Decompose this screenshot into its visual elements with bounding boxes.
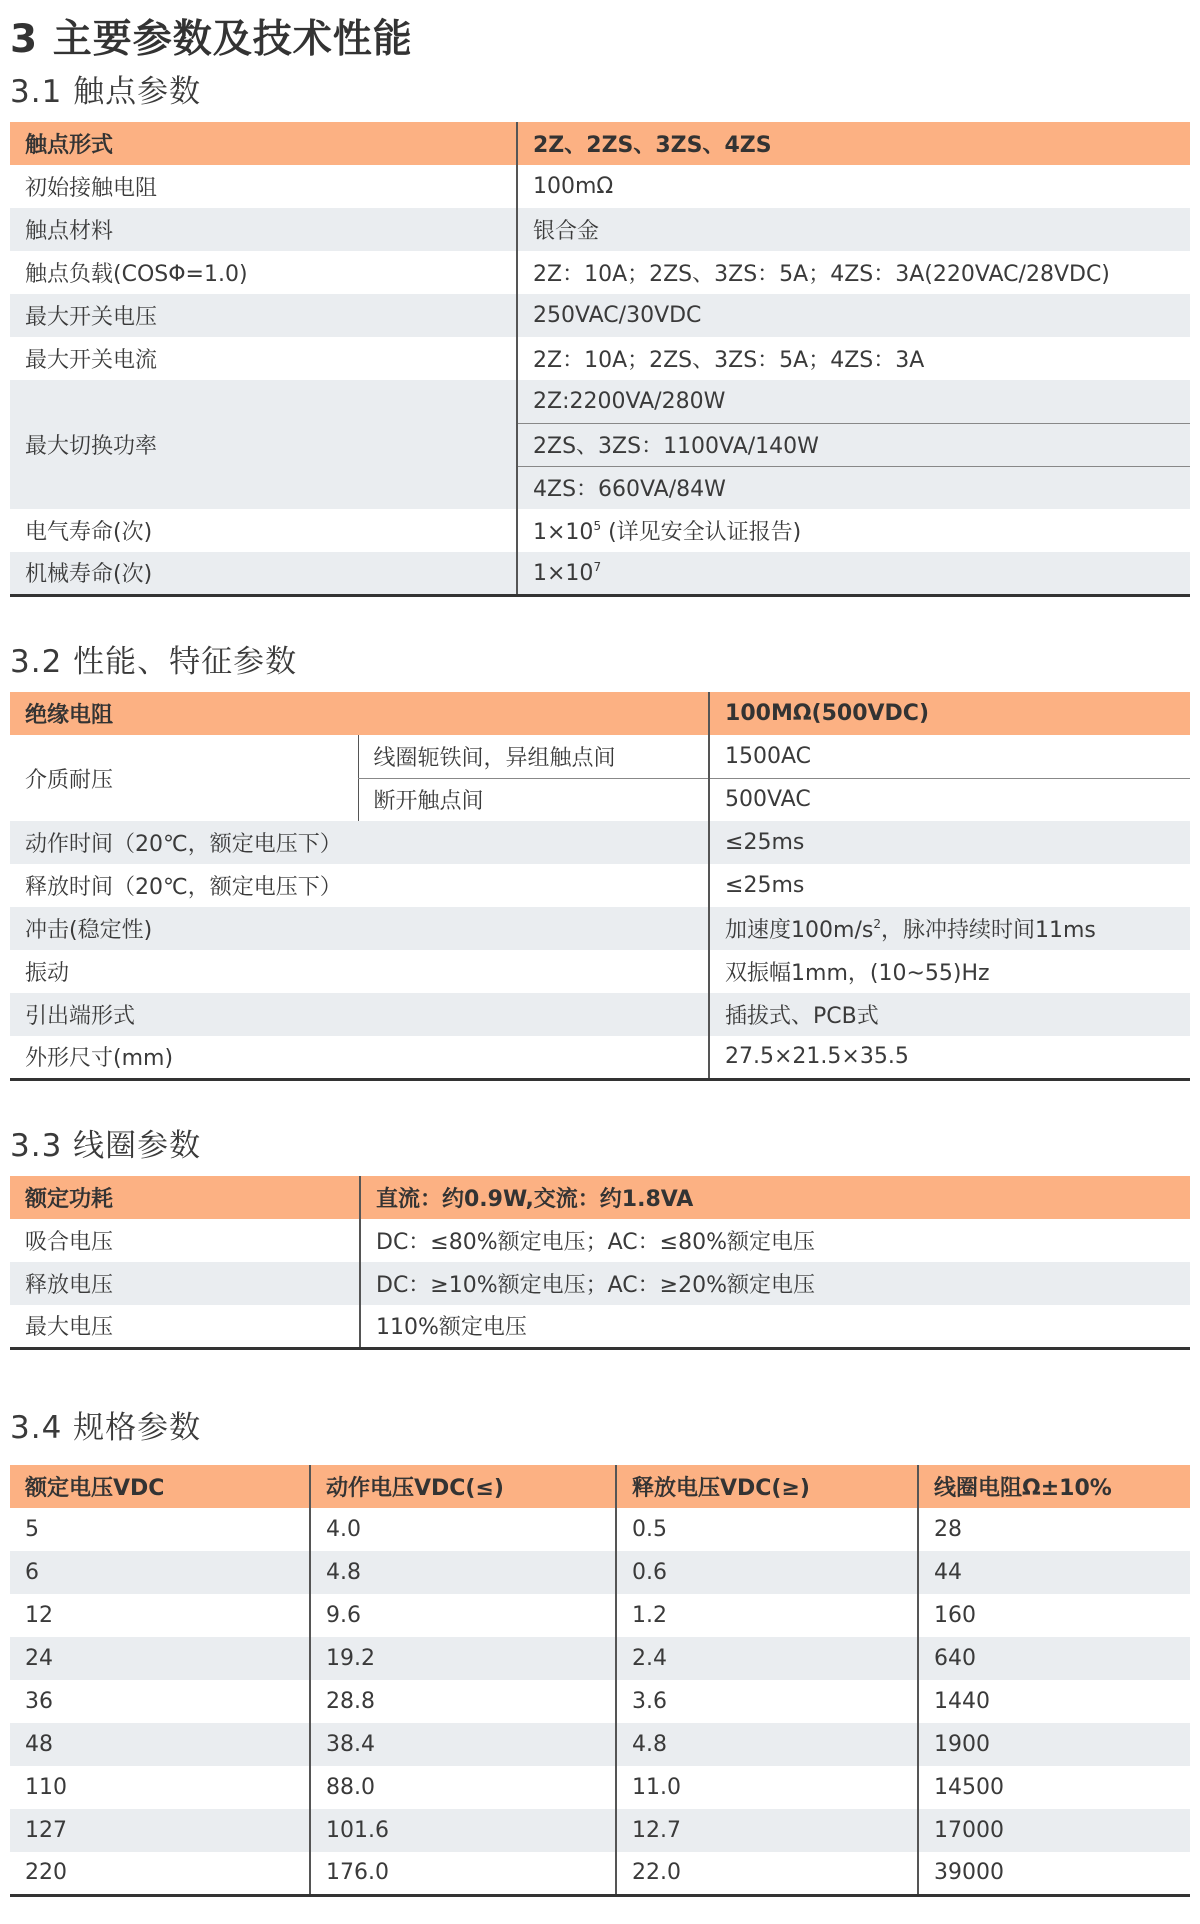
table-cell: 1440 (918, 1680, 1190, 1723)
table-cell: 127 (10, 1809, 310, 1852)
row-sublabel: 断开触点间 (358, 778, 709, 821)
row-value (517, 552, 1190, 595)
row-label: 最大电压 (10, 1305, 360, 1348)
table-cell: 1.2 (616, 1594, 918, 1637)
table-row (10, 208, 1190, 251)
table-cell: 28 (918, 1508, 1190, 1551)
table-row (10, 950, 1190, 993)
table-row (10, 735, 1190, 778)
row-value: 1500AC (709, 735, 1190, 778)
table-cell: 39000 (918, 1852, 1190, 1895)
header-cell: 绝缘电阻 (10, 692, 709, 735)
row-label: 最大切换功率 (10, 380, 517, 509)
shock-duration: ，脉冲持续时间11ms (880, 918, 1096, 943)
row-value: 2Z：10A；2ZS、3ZS：5A；4ZS：3A (517, 337, 1190, 380)
spec-params-table (10, 1465, 1190, 1897)
row-label: 初始接触电阻 (10, 165, 517, 208)
table-cell: 48 (10, 1723, 310, 1766)
table-row (10, 1305, 1190, 1348)
table-cell: 1900 (918, 1723, 1190, 1766)
table-cell: 11.0 (616, 1766, 918, 1809)
row-value: 插拔式、PCB式 (709, 993, 1190, 1036)
contact-params-table (10, 122, 1190, 597)
row-value: 4ZS：660VA/84W (517, 466, 1190, 509)
header-cell: 100MΩ(500VDC) (709, 692, 1190, 735)
table-row (10, 380, 1190, 423)
table-cell: 0.6 (616, 1551, 918, 1594)
table-cell: 44 (918, 1551, 1190, 1594)
life-exponent: 5 (593, 519, 602, 533)
table-cell: 38.4 (310, 1723, 616, 1766)
row-label: 吸合电压 (10, 1219, 360, 1262)
row-value (709, 907, 1190, 950)
table-cell: 110 (10, 1766, 310, 1809)
row-label: 冲击(稳定性) (10, 907, 709, 950)
table-cell: 28.8 (310, 1680, 616, 1723)
table-row (10, 1766, 1190, 1809)
shock-accel: 加速度100m/s (725, 918, 874, 943)
column-header: 额定电压VDC (10, 1465, 310, 1508)
row-label: 触点材料 (10, 208, 517, 251)
section-title-contact: 3.1 触点参数 (10, 74, 202, 110)
table-cell: 9.6 (310, 1594, 616, 1637)
row-label: 释放电压 (10, 1262, 360, 1305)
column-header: 线圈电阻Ω±10% (918, 1465, 1190, 1508)
table-cell: 0.5 (616, 1508, 918, 1551)
table-cell: 17000 (918, 1809, 1190, 1852)
table-row (10, 337, 1190, 380)
table-cell: 36 (10, 1680, 310, 1723)
table-row (10, 993, 1190, 1036)
table-row (10, 165, 1190, 208)
table-row (10, 251, 1190, 294)
section-title-spec: 3.4 规格参数 (10, 1410, 202, 1446)
table-cell: 4.8 (616, 1723, 918, 1766)
row-value: DC：≤80%额定电压；AC：≤80%额定电压 (360, 1219, 1190, 1262)
row-label: 外形尺寸(mm) (10, 1036, 709, 1079)
table-cell: 2.4 (616, 1637, 918, 1680)
row-label: 释放时间（20℃，额定电压下） (10, 864, 709, 907)
table-row (10, 552, 1190, 595)
table-row (10, 1551, 1190, 1594)
table-header-row (10, 122, 1190, 165)
table-cell: 101.6 (310, 1809, 616, 1852)
row-value: 银合金 (517, 208, 1190, 251)
table-row (10, 1036, 1190, 1079)
row-value: 100mΩ (517, 165, 1190, 208)
table-row (10, 1594, 1190, 1637)
section-title-performance: 3.2 性能、特征参数 (10, 644, 298, 680)
table-cell: 5 (10, 1508, 310, 1551)
table-cell: 160 (918, 1594, 1190, 1637)
header-cell: 触点形式 (10, 122, 517, 165)
header-cell: 额定功耗 (10, 1176, 360, 1219)
table-cell: 220 (10, 1852, 310, 1895)
row-value: 500VAC (709, 778, 1190, 821)
table-cell: 6 (10, 1551, 310, 1594)
table-cell: 22.0 (616, 1852, 918, 1895)
coil-params-table (10, 1176, 1190, 1350)
table-cell: 12.7 (616, 1809, 918, 1852)
row-value: 双振幅1mm，(10~55)Hz (709, 950, 1190, 993)
table-cell: 3.6 (616, 1680, 918, 1723)
table-cell: 640 (918, 1637, 1190, 1680)
main-title: 3 主要参数及技术性能 (10, 17, 413, 62)
table-cell: 4.0 (310, 1508, 616, 1551)
table-header-row (10, 692, 1190, 735)
spec-table-body (10, 1508, 1190, 1895)
table-cell: 14500 (918, 1766, 1190, 1809)
row-value: 2ZS、3ZS：1100VA/140W (517, 423, 1190, 466)
shock-exponent: 2 (873, 917, 881, 931)
table-cell: 24 (10, 1637, 310, 1680)
performance-params-table (10, 692, 1190, 1081)
table-cell: 176.0 (310, 1852, 616, 1895)
table-row (10, 1637, 1190, 1680)
table-row (10, 1809, 1190, 1852)
table-row (10, 294, 1190, 337)
row-label: 振动 (10, 950, 709, 993)
table-row (10, 821, 1190, 864)
section-title-coil: 3.3 线圈参数 (10, 1128, 202, 1164)
table-row (10, 1508, 1190, 1551)
row-sublabel: 线圈轭铁间，异组触点间 (358, 735, 709, 778)
row-label: 机械寿命(次) (10, 552, 517, 595)
row-value: DC：≥10%额定电压；AC：≥20%额定电压 (360, 1262, 1190, 1305)
header-cell: 直流：约0.9W,交流：约1.8VA (360, 1176, 1190, 1219)
row-label: 电气寿命(次) (10, 509, 517, 552)
row-value: 110%额定电压 (360, 1305, 1190, 1348)
table-header-row (10, 1176, 1190, 1219)
row-value (517, 509, 1190, 552)
row-label: 介质耐压 (10, 735, 358, 821)
table-row (10, 509, 1190, 552)
life-note: (详见安全认证报告) (608, 520, 802, 545)
row-value: ≤25ms (709, 821, 1190, 864)
row-value: 2Z:2200VA/280W (517, 380, 1190, 423)
table-row (10, 1852, 1190, 1895)
table-row (10, 1219, 1190, 1262)
table-cell: 19.2 (310, 1637, 616, 1680)
table-header-row (10, 1465, 1190, 1508)
life-base: 1×10 (533, 520, 594, 545)
row-label: 触点负载(COSΦ=1.0) (10, 251, 517, 294)
table-row (10, 864, 1190, 907)
table-row (10, 1680, 1190, 1723)
row-label: 动作时间（20℃，额定电压下） (10, 821, 709, 864)
table-row (10, 907, 1190, 950)
row-value: 2Z：10A；2ZS、3ZS：5A；4ZS：3A(220VAC/28VDC) (517, 251, 1190, 294)
row-label: 最大开关电压 (10, 294, 517, 337)
row-value: 27.5×21.5×35.5 (709, 1036, 1190, 1079)
row-label: 最大开关电流 (10, 337, 517, 380)
life-exponent: 7 (593, 559, 602, 574)
table-row (10, 1723, 1190, 1766)
table-cell: 88.0 (310, 1766, 616, 1809)
row-value: ≤25ms (709, 864, 1190, 907)
table-cell: 4.8 (310, 1551, 616, 1594)
life-base: 1×10 (533, 560, 594, 586)
row-label: 引出端形式 (10, 993, 709, 1036)
table-cell: 12 (10, 1594, 310, 1637)
row-value: 250VAC/30VDC (517, 294, 1190, 337)
table-row (10, 1262, 1190, 1305)
column-header: 释放电压VDC(≥) (616, 1465, 918, 1508)
header-cell: 2Z、2ZS、3ZS、4ZS (517, 122, 1190, 165)
column-header: 动作电压VDC(≤) (310, 1465, 616, 1508)
